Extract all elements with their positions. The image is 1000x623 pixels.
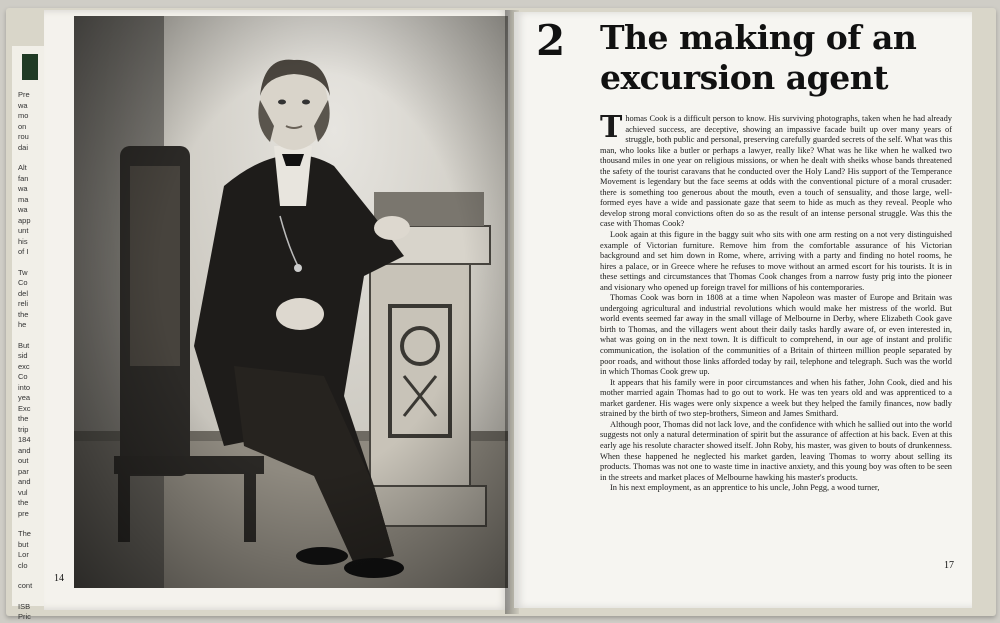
flap-gap <box>18 153 46 163</box>
portrait-photo <box>74 16 508 588</box>
flap-line: del <box>18 288 29 298</box>
flap-line: The <box>18 529 31 538</box>
flap-line: Pre <box>18 90 30 99</box>
flap-line: and <box>18 477 31 486</box>
flap-line: 184 <box>18 435 31 444</box>
paragraph-6: In his next employment, as an apprentice to his uncle, John Pegg, a wood turner, <box>610 483 880 493</box>
flap-line: Lor <box>18 550 29 559</box>
flap-line: into <box>18 382 31 392</box>
chapter-number: 2 <box>536 16 566 65</box>
flap-line: reli <box>18 299 29 308</box>
flap-line: the <box>18 498 29 507</box>
flap-line: dai <box>18 142 29 152</box>
flap-line: fan <box>18 173 29 183</box>
flap-line: mo <box>18 111 29 120</box>
flap-line: he <box>18 320 27 329</box>
flap-gap <box>18 258 46 268</box>
flap-gap <box>18 571 46 581</box>
flap-line: par <box>18 466 29 476</box>
flap-line: the <box>18 414 29 423</box>
flap-line: ma <box>18 194 29 204</box>
flap-line: unt <box>18 226 29 235</box>
right-page <box>514 12 972 608</box>
flap-gap <box>18 592 46 602</box>
flap-line: Co <box>18 372 28 381</box>
flap-line: but <box>18 539 29 549</box>
flap-gap <box>18 519 46 529</box>
flap-line: Exc <box>18 403 31 413</box>
flap-line: Pric <box>18 612 31 621</box>
flap-line: sid <box>18 351 28 360</box>
underlying-page-flap <box>12 46 47 621</box>
flap-line: of I <box>18 247 29 256</box>
flap-line: yea <box>18 393 31 402</box>
flap-line: Tw <box>18 267 28 277</box>
flap-line: pre <box>18 508 29 518</box>
flap-line: app <box>18 215 31 225</box>
flap-line: rou <box>18 132 29 141</box>
paragraph-5: Although poor, Thomas did not lack love, and the confidence with which he sallied out into the world suggests not only a natural determination of spirit but the assurance of affection at his back. Even at this early age his resolute character showed itself. John Roby, his master, was given to bouts of drunkenness. When these happened he neglected his market garden, leaving Thomas to worry about selling its products. Thomas was not one to waste time in inactive anxiety, and this young boy was often to be seen in the streets and market places of Melbourne hawking his master's products. <box>600 419 952 482</box>
left-page <box>44 10 510 610</box>
paragraph-4: It appears that his family were in poor circumstances and when his father, John Cook, died and his mother married again Thomas had to go out to work. He was ten years old and was apprenticed to a market gardener. His wages were only sixpence a week but they helped the family finances, now badly strained by the birth of two step-brothers, Simeon and James Smithard. <box>600 377 952 419</box>
flap-line: on <box>18 121 27 131</box>
flap-line: But <box>18 340 30 350</box>
flap-line: trip <box>18 424 29 434</box>
flap-line: wa <box>18 205 28 214</box>
flap-line: wa <box>18 184 28 193</box>
flap-text-lines <box>18 90 46 623</box>
flap-line: Alt <box>18 163 27 172</box>
flap-line: exc <box>18 361 30 371</box>
photo-vignette <box>74 16 508 588</box>
flap-line: out <box>18 456 29 465</box>
flap-line: clo <box>18 560 28 570</box>
flap-color-bar <box>22 54 38 80</box>
flap-line: his <box>18 236 28 246</box>
flap-line: ISB <box>18 601 31 611</box>
body-text <box>600 110 952 494</box>
flap-line: cont <box>18 581 33 590</box>
paragraph-3: Thomas Cook was born in 1808 at a time when Napoleon was master of Europe and Britain was undergoing agricultural and industrial revolutions which would make her mistress of the world. But world events seemed far away in the small village of Melbourne in Derby, where Elizabeth Cook gave birth to Thomas, and the villagers went about their daily tasks hardly aware of, or even interested in, what was going on in the next town. It is difficult to comprehend, in our age of instant and prolific communication, the isolation of the communities of a Britain of thirteen million people separated by poor roads, and without those links afforded today by rail, telephone and telegraph. Such was the world in which Thomas Cook grew up. <box>600 293 952 377</box>
flap-line: wa <box>18 100 28 110</box>
paragraph-2: Look again at this figure in the baggy suit who sits with one arm resting on a not very distinguished example of Victorian furniture. Remove him from the comfortable assurance of his Victorian background and set him down in Rome, where, arriving with a party and finding no hotel rooms, he hires a palace, or in Greece where he refuses to move without an armed escort for his tourists. It is in these settings and circumstances that Thomas Cook changes from a narrow fusty prig into the pioneer and visionary who opened up foreign travel for millions of his contemporaries. <box>600 230 952 292</box>
chapter-title: The making of an excursion agent <box>600 18 917 97</box>
page-number-left: 14 <box>54 573 64 584</box>
flap-gap <box>18 331 46 341</box>
flap-line: the <box>18 309 29 319</box>
flap-line: and <box>18 445 31 455</box>
drop-cap: T <box>600 110 623 145</box>
flap-line: vul <box>18 487 28 497</box>
paragraph-1: Thomas Cook is a difficult person to know. His surviving photographs, taken when he had already achieved success, are deceptive, showing an impassive facade built up over many years of struggle, both public and personal, preserving carefully guarded secrets of the self. What was this man, who looks like a butler or perhaps a lawyer, really like? What was he like when he walked two thousand miles in one year on religious missions, or when he dealt with sheiks whose bands threatened the safety of the tourist caravans that he conducted over the Holy Land? His support of the Temperance Movement is legendary but the face seems at odds with the conventional picture of a moral crusader: there is something too generous about the mouth, even a touch of sensuality, and those large, well-formed eyes have a wide and passionate gaze that seem to hide as much as they reveal. People who develop strong moral convictions often do so as the result of an intense personal struggle. Was this the case with Thomas Cook? <box>600 110 952 229</box>
page-number-right: 17 <box>944 560 954 571</box>
flap-line: Co <box>18 278 28 287</box>
